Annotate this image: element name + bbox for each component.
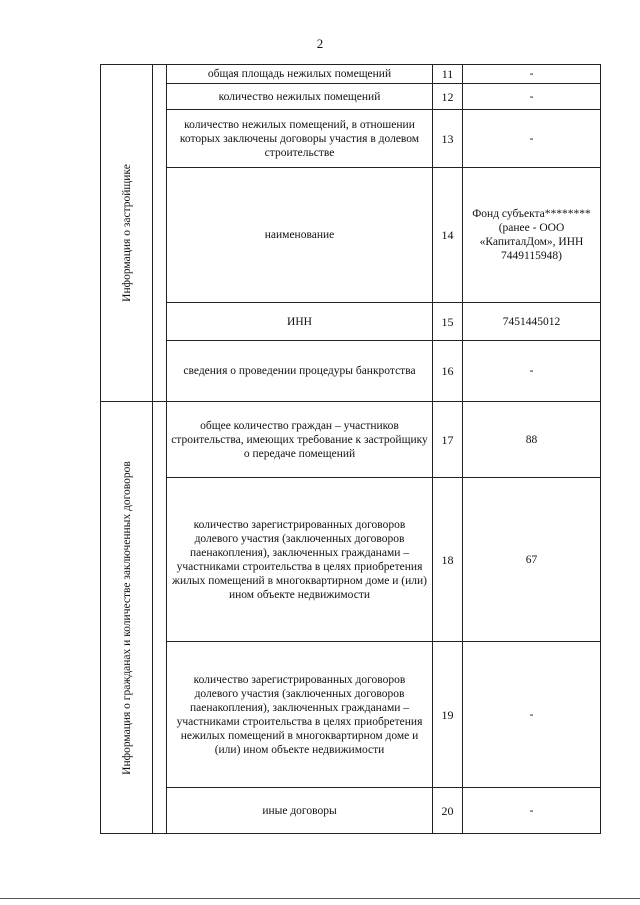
row-label: количество зарегистрированных договоров долевого участия (заключенных договоров паенакопления), заключенных гражданами – участниками строительства в целях приобретения нежилых помещений в многоквартирном доме и (или) ином объекте недвижимости [167, 642, 433, 788]
row-number: 14 [433, 168, 463, 303]
table-row [101, 788, 601, 834]
row-number: 17 [433, 402, 463, 478]
row-label: сведения о проведении процедуры банкротства [167, 341, 433, 402]
spacer-column [153, 402, 167, 834]
table-row [101, 65, 601, 84]
spacer-column [153, 65, 167, 402]
table-row [101, 402, 601, 478]
row-value: - [463, 84, 601, 110]
group-developer-label: Информация о застройщике [120, 164, 133, 302]
row-label: общее количество граждан – участников строительства, имеющих требование к застройщику о передаче помещений [167, 402, 433, 478]
row-number: 16 [433, 341, 463, 402]
table-row [101, 303, 601, 341]
row-number: 13 [433, 110, 463, 168]
info-table [100, 64, 601, 834]
row-label: количество зарегистрированных договоров долевого участия (заключенных договоров паенакопления), заключенных гражданами – участниками строительства в целях приобретения жилых помещений в многоквартирном доме и (или) ином объекте недвижимости [167, 478, 433, 642]
row-value: 67 [463, 478, 601, 642]
group-citizens-label: Информация о гражданах и количестве заключенных договоров [120, 460, 133, 775]
row-number: 15 [433, 303, 463, 341]
table-row [101, 642, 601, 788]
row-value: - [463, 642, 601, 788]
row-label: иные договоры [167, 788, 433, 834]
page-number: 2 [316, 36, 324, 51]
row-number: 12 [433, 84, 463, 110]
table-row [101, 478, 601, 642]
row-label: наименование [167, 168, 433, 303]
row-value: 7451445012 [463, 303, 601, 341]
row-label: количество нежилых помещений, в отношении которых заключены договоры участия в долевом строительстве [167, 110, 433, 168]
page-bottom-edge [0, 898, 640, 899]
group-citizens [101, 402, 153, 834]
row-value: - [463, 65, 601, 84]
row-label: ИНН [167, 303, 433, 341]
group-developer [101, 65, 153, 402]
table-row [101, 84, 601, 110]
table-row [101, 110, 601, 168]
row-number: 19 [433, 642, 463, 788]
row-label: общая площадь нежилых помещений [167, 65, 433, 84]
table-row [101, 168, 601, 303]
row-label: количество нежилых помещений [167, 84, 433, 110]
row-value: Фонд субъекта******** (ранее - ООО «КапиталДом», ИНН 7449115948) [463, 168, 601, 303]
row-number: 20 [433, 788, 463, 834]
row-value: - [463, 788, 601, 834]
row-value: - [463, 110, 601, 168]
row-value: - [463, 341, 601, 402]
row-number: 18 [433, 478, 463, 642]
row-number: 11 [433, 65, 463, 84]
row-value: 88 [463, 402, 601, 478]
table-row [101, 341, 601, 402]
